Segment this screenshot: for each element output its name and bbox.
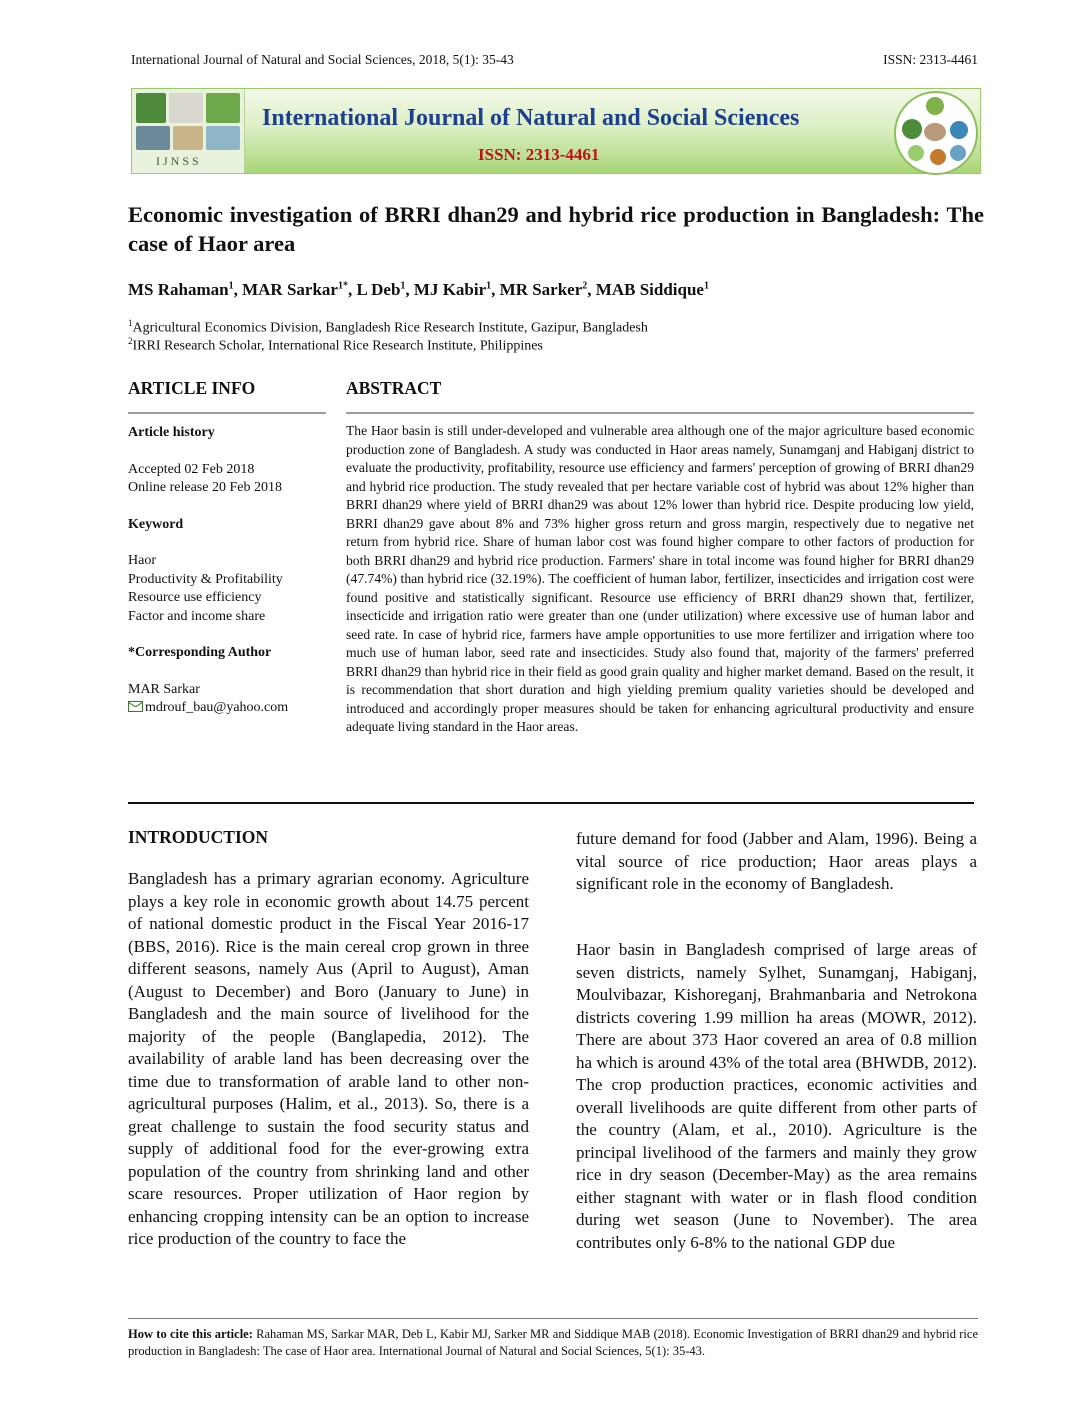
keyword-item: Productivity & Profitability — [128, 571, 283, 587]
introduction-left-column: Bangladesh has a primary agrarian economy. Agriculture plays a key role in economic growth about 14.75 percent of national domestic product in the Fiscal Year 2016-17 (BBS, 2016). Rice is the main cereal crop grown in three different seasons, namely Aus (April to August), Aman (August to December) and Boro (January to June) in Bangladesh and the main source of livelihood for the majority of the people (Banglapedia, 2012). The availability of arable land has been decreasing over the time due to transformation of arable land to other non-agricultural purposes (Halim, et al., 2013). So, there is a great challenge to sustain the food security status and supply of additional food for the ever-growing extra population of the country from shrinking land and other scare resources. Proper utilization of Haor region by enhancing cropping intensity can be an option to increase rice production of the country to face the — [128, 869, 529, 1248]
author-name: MR Sarker — [499, 280, 583, 299]
online-release-date: Online release 20 Feb 2018 — [128, 480, 282, 495]
corresponding-email[interactable] — [128, 699, 328, 718]
running-header-issn: ISSN: 2313-4461 — [883, 52, 978, 67]
abstract-text: The Haor basin is still under-developed and vulnerable area although one of the major agriculture based economic production zone of Bangladesh. A study was conducted in Haor areas namely, Sunamganj and Habiganj district to evaluate the productivity, profitability, resource use efficiency and farmers' perception of growing of BRRI dhan29 and hybrid rice production. The study revealed that per hectare variable cost of hybrid was about 12% higher than BRRI dhan29 where yield of BRRI dhan29 was about 12% lower than hybrid rice. Despite producing low yield, BRRI dhan29 gave about 8% and 73% higher gross return and gross margin, respectively due to negative net return from hybrid rice. Share of human labor cost was found higher compare to other factors of production for both BRRI dhan29 and hybrid rice production. Farmers' share in total income was found higher for BRRI dhan29 (47.74%) than hybrid rice (32.19%). The coefficient of human labor, fertilizer, insecticides and irrigation cost were found positive and statistically significant. Resource use efficiency of BRRI dhan29 shown that, fertilizer, insecticide and irrigation ratio were greater than one (under utilization) where excessive use of human labor and seed rate. In case of hybrid rice, farmers have ample opportunities to use more fertilizer and irrigation where too much use of human labor, seed rate and insecticides. Study also found that, majority of the farmers' preferred BRRI dhan29 than hybrid rice in their field as good grain quality and higher market demand. Based on the result, it is recommendation that short duration and high yielding premium quality varieties should be developed and introduced and accordingly proper measures should be taken for enhancing agricultural productivity and ensure adequate living standard in the Haor areas. — [346, 423, 974, 734]
author-affiliation-mark: 1 — [703, 280, 709, 292]
keyword-item: Factor and income share — [128, 608, 266, 624]
article-info-heading: ARTICLE INFO — [128, 378, 256, 398]
affiliation-text: Agricultural Economics Division, Bangladesh Rice Research Institute, Gazipur, Bangladesh — [132, 320, 648, 336]
citation-text: Rahaman MS, Sarkar MAR, Deb L, Kabir MJ, Sarker MR and Siddique MAB (2018). Economic Investigation of BRRI dhan29 and hybrid rice production in Bangladesh: The case of Haor area. International Journal of Natural and Social Sciences, 5(1): 35-43. — [128, 1327, 979, 1358]
affiliation-mark: 1 — [128, 318, 133, 328]
paper-title: Economic investigation of BRRI dhan29 and hybrid rice production in Bangladesh: The case of Haor area — [128, 202, 984, 256]
abstract-end-rule — [128, 802, 974, 804]
introduction-heading: INTRODUCTION — [128, 827, 269, 847]
envelope-icon — [128, 701, 143, 712]
accepted-date: Accepted 02 Feb 2018 — [128, 461, 255, 477]
keyword-item: Haor — [128, 553, 156, 568]
author-name: MJ Kabir — [413, 280, 487, 299]
citation-label: How to cite this article: — [128, 1327, 253, 1341]
how-to-cite — [128, 1326, 978, 1360]
author-affiliation-mark: 1 — [400, 280, 406, 292]
author-name: MS Rahaman — [128, 280, 229, 299]
abstract-heading: ABSTRACT — [346, 378, 442, 398]
affiliation-text: IRRI Research Scholar, International Rice Research Institute, Philippines — [132, 338, 543, 354]
journal-banner — [131, 88, 981, 174]
affiliation-1 — [128, 318, 648, 337]
author-name: MAR Sarkar — [242, 280, 338, 299]
author-affiliation-mark: 1 — [228, 280, 234, 292]
article-history-label: Article history — [128, 425, 215, 440]
banner-issn: ISSN: 2313-4461 — [478, 145, 600, 164]
author-affiliation-mark: 1 — [486, 280, 492, 292]
author-list: MS Rahaman$^1$, MAR Sarkar$^{1*}$, L Deb$^1$, MJ Kabir$^1$, MR Sarker$^2$, MAB Siddique$^1$ — [128, 280, 709, 299]
keyword-label: Keyword — [128, 516, 184, 532]
corresponding-author-name: MAR Sarkar — [128, 681, 200, 697]
footer-divider — [128, 1318, 978, 1319]
affiliation-mark: 2 — [128, 336, 133, 346]
running-header-journal: International Journal of Natural and Social Sciences, 2018, 5(1): 35-43 — [131, 52, 514, 67]
author-name: L Deb — [356, 280, 401, 299]
introduction-right-paragraph-1: future demand for food (Jabber and Alam, 1996). Being a vital source of rice production; Haor areas plays a significant role in the economy of Bangladesh. — [576, 829, 977, 893]
banner-photo-collage — [132, 89, 245, 173]
article-history — [128, 424, 328, 718]
email-address: mdrouf_bau@yahoo.com — [145, 700, 289, 715]
article-info-divider — [128, 412, 326, 414]
keyword-item: Resource use efficiency — [128, 590, 262, 605]
corresponding-author-label: *Corresponding Author — [128, 645, 272, 660]
introduction-right-paragraph-2: Haor basin in Bangladesh comprised of large areas of seven districts, namely Sylhet, Sunamganj, Habiganj, Moulvibazar, Kishoreganj, Brahmanbaria and Netrokona districts covering 1.99 million ha areas (MOWR, 2012). There are about 373 Haor covered an area of 0.8 million ha which is around 43% of the total area (BHWDB, 2012). The crop production practices, economic activities and overall livelihoods are quite different from other parts of the country (Alam, et al., 2010). Agriculture is the principal livelihood of the farmers and mainly they grow rice in dry season (December-May) as the area remains either stagnant with water or in flash flood condition during wet season (June to November). The area contributes only 6-8% to the national GDP due — [576, 940, 977, 1252]
banner-journal-title: International Journal of Natural and Social Sciences — [262, 105, 800, 131]
ijnss-logo-text: IJNSS — [156, 154, 202, 168]
author-affiliation-mark: 1* — [337, 280, 348, 292]
abstract-divider — [346, 412, 974, 414]
author-affiliation-mark: 2 — [582, 280, 588, 292]
author-name: MAB Siddique — [595, 280, 704, 299]
journal-circular-emblem — [894, 91, 978, 175]
affiliation-2 — [128, 336, 543, 355]
